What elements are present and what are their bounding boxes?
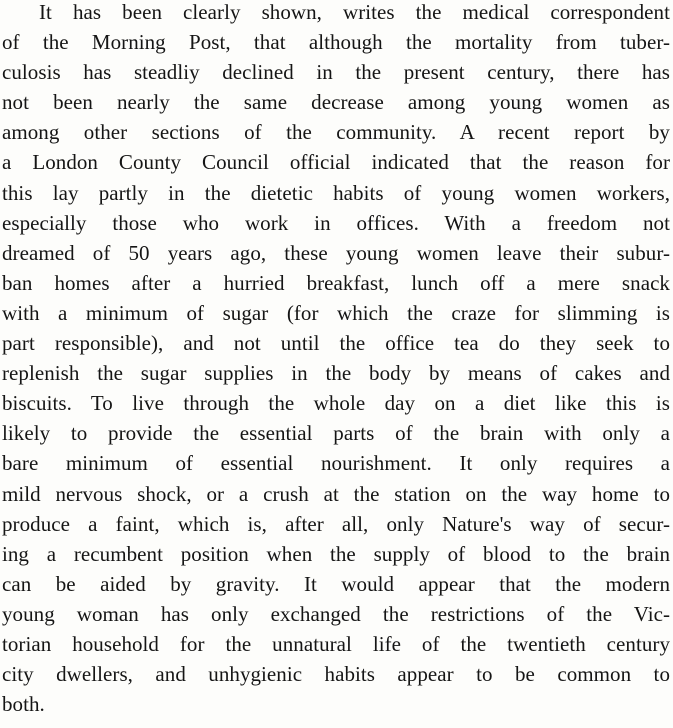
text-line-19: ing a recumbent position when the supply of blood to the brain — [2, 541, 670, 566]
text-line-5: among other sections of the community. A recent report by — [2, 120, 670, 145]
text-line-6: a London County Council official indicated that the reason for — [2, 150, 670, 175]
text-line-22: torian household for the unnatural life of the twentieth century — [2, 631, 670, 656]
text-line-8: especially those who work in offices. With a freedom not — [2, 210, 670, 235]
text-line-9: dreamed of 50 years ago, these young women leave their subur- — [2, 240, 670, 265]
text-line-24: both. — [2, 692, 45, 717]
text-line-15: likely to provide the essential parts of the brain with only a — [2, 421, 670, 446]
text-line-3: culosis has steadliy declined in the present century, there has — [2, 60, 670, 85]
text-line-7: this lay partly in the dietetic habits of young women workers, — [2, 180, 670, 205]
text-line-23: city dwellers, and unhygienic habits appear to be common to — [2, 662, 670, 687]
text-line-4: not been nearly the same decrease among young women as — [2, 90, 670, 115]
text-line-11: with a minimum of sugar (for which the craze for slimming is — [2, 300, 670, 325]
text-line-10: ban homes after a hurried breakfast, lunch off a mere snack — [2, 270, 670, 295]
text-line-21: young woman has only exchanged the restrictions of the Vic- — [2, 601, 670, 626]
text-line-14: biscuits. To live through the whole day on a diet like this is — [2, 391, 670, 416]
text-line-20: can be aided by gravity. It would appear that the modern — [2, 571, 670, 596]
article-body — [2, 0, 670, 719]
text-line-12: part responsible), and not until the office tea do they seek to — [2, 331, 670, 356]
text-line-2: of the Morning Post, that although the mortality from tuber- — [2, 30, 670, 55]
text-line-18: produce a faint, which is, after all, only Nature's way of secur- — [2, 511, 670, 536]
text-line-16: bare minimum of essential nourishment. It only requires a — [2, 451, 670, 476]
text-line-1: It has been clearly shown, writes the medical correspondent — [39, 0, 670, 24]
text-line-17: mild nervous shock, or a crush at the station on the way home to — [2, 481, 670, 506]
text-line-13: replenish the sugar supplies in the body by means of cakes and — [2, 361, 670, 386]
